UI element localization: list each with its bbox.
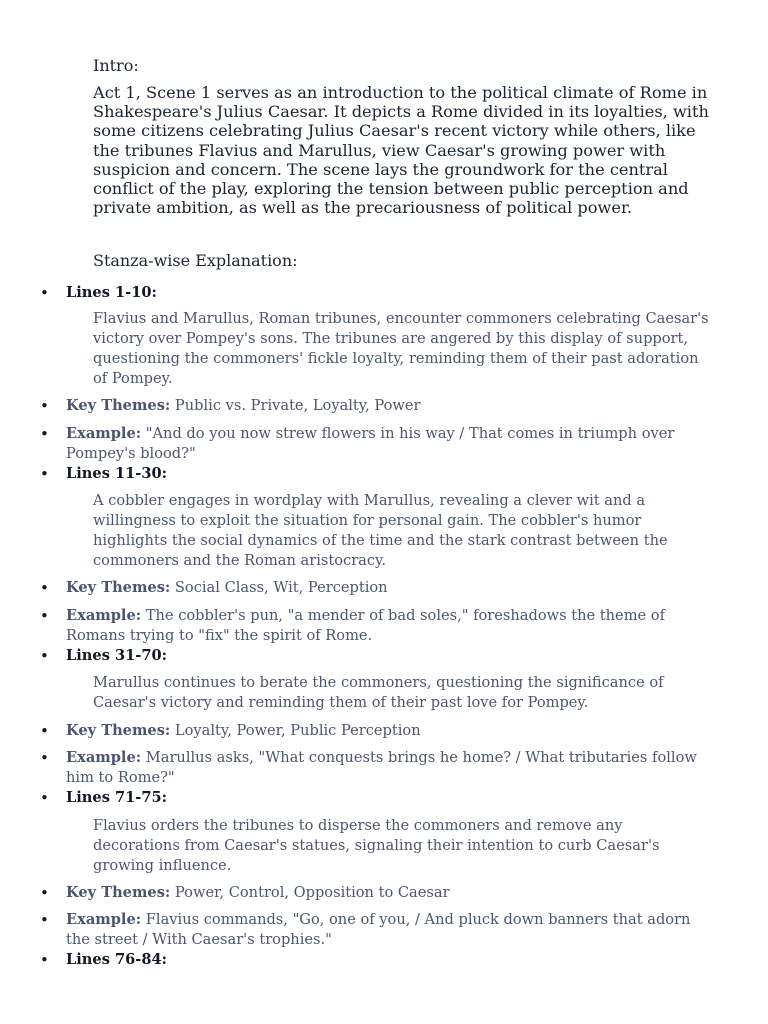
example-value: The cobbler's pun, "a mender of bad soles," foreshadows the theme of Romans trying to "fix" the spirit of Rome. xyxy=(66,607,665,644)
key-themes-value: Public vs. Private, Loyalty, Power xyxy=(170,397,421,414)
example-label: Example: xyxy=(66,425,142,442)
section-description: Flavius orders the tribunes to disperse the commoners and remove any decorations from Caesar's statues, signaling their intention to curb Caesar's growing influence. xyxy=(93,817,660,874)
section-description: Marullus continues to berate the commoners, questioning the significance of Caesar's victory and reminding them of their past love for Pompey. xyxy=(93,674,664,711)
key-themes-value: Power, Control, Opposition to Caesar xyxy=(170,884,450,901)
example-label: Example: xyxy=(66,749,142,766)
key-themes-value: Social Class, Wit, Perception xyxy=(170,579,388,596)
key-themes-label: Key Themes: xyxy=(66,397,171,414)
lines-title: Lines 76-84: xyxy=(66,951,168,968)
bullet-icon: • xyxy=(40,789,49,807)
stanza-heading: Stanza-wise Explanation: xyxy=(93,251,298,270)
bullet-icon: • xyxy=(40,465,49,483)
key-themes-label: Key Themes: xyxy=(66,884,171,901)
bullet-icon: • xyxy=(40,579,49,597)
lines-title: Lines 11-30: xyxy=(66,465,168,482)
bullet-icon: • xyxy=(40,397,49,415)
section-description: Flavius and Marullus, Roman tribunes, encounter commoners celebrating Caesar's victory over Pompey's sons. The tribunes are angered by this display of support, questioning the commoners' fickle loyalty, reminding them of their past adoration of Pompey. xyxy=(93,310,709,387)
example-label: Example: xyxy=(66,607,142,624)
lines-title: Lines 1-10: xyxy=(66,284,157,301)
intro-heading: Intro: xyxy=(93,56,139,75)
bullet-icon: • xyxy=(40,284,49,302)
intro-paragraph: Act 1, Scene 1 serves as an introduction to the political climate of Rome in Shakespeare's Julius Caesar. It depicts a Rome divided in its loyalties, with some citizens celebrating Julius Caesar's recent victory while others, like the tribunes Flavius and Marullus, view Caesar's growing power with suspicion and concern. The scene lays the groundwork for the central conflict of the play, exploring the tension between public perception and private ambition, as well as the precariousness of political power. xyxy=(93,83,709,218)
key-themes-label: Key Themes: xyxy=(66,722,171,739)
bullet-icon: • xyxy=(40,911,49,929)
bullet-icon: • xyxy=(40,607,49,625)
bullet-icon: • xyxy=(40,884,49,902)
example-value: "And do you now strew flowers in his way / That comes in triumph over Pompey's blood?" xyxy=(66,425,675,462)
bullet-icon: • xyxy=(40,951,49,969)
key-themes-label: Key Themes: xyxy=(66,579,171,596)
bullet-icon: • xyxy=(40,647,49,665)
key-themes-value: Loyalty, Power, Public Perception xyxy=(170,722,421,739)
section-description: A cobbler engages in wordplay with Marullus, revealing a clever wit and a willingness to exploit the situation for personal gain. The cobbler's humor highlights the social dynamics of the time and the stark contrast between the commoners and the Roman aristocracy. xyxy=(93,492,668,569)
example-label: Example: xyxy=(66,911,142,928)
bullet-icon: • xyxy=(40,749,49,767)
lines-title: Lines 31-70: xyxy=(66,647,168,664)
bullet-icon: • xyxy=(40,722,49,740)
bullet-icon: • xyxy=(40,425,49,443)
lines-title: Lines 71-75: xyxy=(66,789,168,806)
example-value: Marullus asks, "What conquests brings he home? / What tributaries follow him to Rome?" xyxy=(66,749,697,786)
example-value: Flavius commands, "Go, one of you, / And pluck down banners that adorn the street / With Caesar's trophies." xyxy=(66,911,691,948)
